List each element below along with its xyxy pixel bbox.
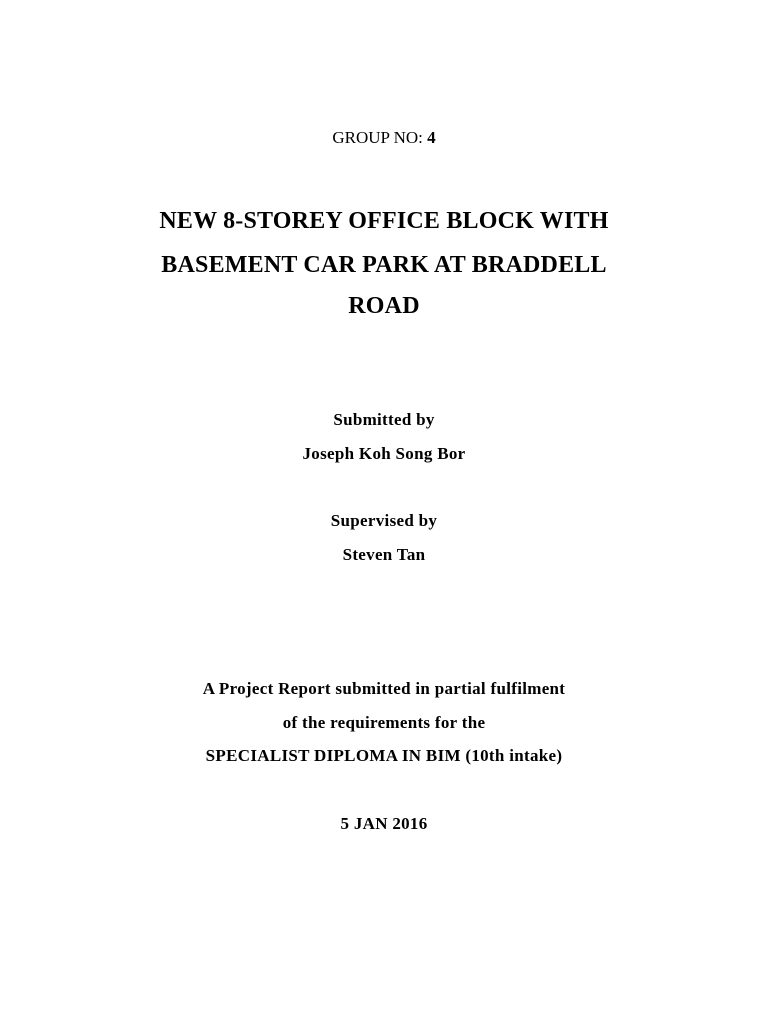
submission-date: 5 JAN 2016 — [340, 814, 428, 833]
supervised-by-name: Steven Tan — [342, 545, 426, 564]
title-line-3: ROAD — [348, 293, 420, 319]
report-statement-line-2: of the requirements for the — [282, 713, 486, 732]
group-number-line — [0, 128, 768, 148]
supervised-by-label: Supervised by — [330, 511, 438, 530]
report-statement-line-1: A Project Report submitted in partial fulfilment — [202, 679, 566, 698]
title-line-1: NEW 8-STOREY OFFICE BLOCK WITH — [159, 208, 609, 234]
submitted-by-name: Joseph Koh Song Bor — [302, 444, 466, 463]
report-statement-line-3: SPECIALIST DIPLOMA IN BIM (10th intake) — [205, 746, 563, 765]
group-number: 4 — [427, 128, 436, 147]
group-label: GROUP NO: — [332, 128, 428, 147]
title-line-2: BASEMENT CAR PARK AT BRADDELL — [161, 252, 607, 278]
submitted-by-label: Submitted by — [333, 410, 435, 429]
